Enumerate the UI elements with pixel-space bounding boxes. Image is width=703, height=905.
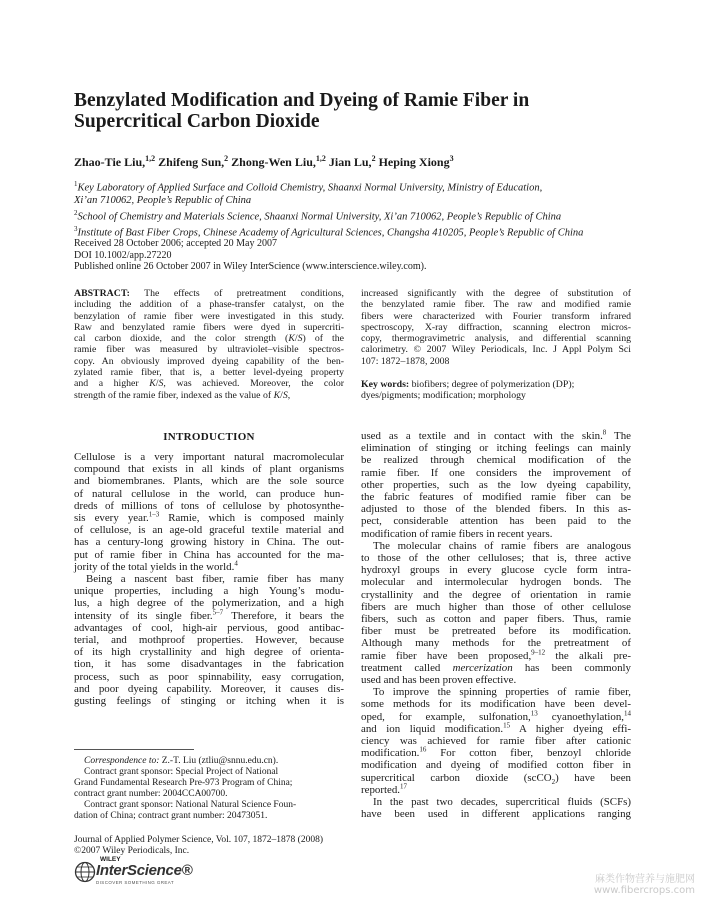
abstract-left (74, 288, 344, 401)
abstract-line: ramie fiber was measured by ultraviolet–visible spectros- (74, 344, 344, 356)
abstract-line: including the addition of a phase-transfer catalyst, on the (74, 299, 344, 311)
abstract-line: fibers were characterized with Fourier transform infrared (361, 310, 631, 322)
journal-info: Journal of Applied Polymer Science, Vol. 107, 1872–1878 (2008) ©2007 Wiley Periodicals, Inc. (74, 835, 323, 856)
body-line: molecular and intermolecular hydrogen bonds. The (361, 576, 631, 589)
body-line: pect, considerable attention has been paid to the (361, 515, 631, 528)
body-line: reported.$^{17}$ (361, 782, 408, 796)
logo-tagline: DISCOVER SOMETHING GREAT (96, 880, 175, 885)
body-line: ciency was achieved for ramie fiber after cationic (361, 735, 631, 748)
body-line: compound that exists in all kinds of plant organisms (74, 463, 344, 476)
body-line: jority of the total yields in the world.$^4$ (74, 559, 238, 573)
body-column-right (361, 430, 631, 821)
body-column-left (74, 451, 344, 707)
body-line: fibers, such as cotton and paper fibers. Thus, ramie (361, 613, 631, 626)
abstract-line: the benzylated ramie fiber. The raw and modified ramie (361, 299, 631, 311)
abstract-line: copy, thermogravimetric analysis, and differential scanning (361, 333, 631, 345)
logo-name: InterScience® (96, 862, 193, 879)
abstract-line: strength of the ramie fiber, indexed as the value of K/S, (74, 389, 291, 401)
footnote-divider (74, 749, 194, 750)
body-line: and biomembranes. Plants, which are the sole source (74, 475, 344, 488)
body-line: crystallinity and the degree of orientation in ramie (361, 588, 631, 601)
affiliation-line: $^3$Institute of Bast Fiber Crops, Chinese Academy of Agricultural Sciences, Changsha 410205, People’s Republic of China (74, 225, 584, 239)
body-line: used and has been proven effective. (361, 674, 517, 687)
body-line: fibers are much higher than those of other cellulose (361, 600, 631, 613)
body-line: In the past two decades, supercritical fluids (SCFs) (373, 796, 631, 809)
body-line: lus, a high degree of the polymerization, and a high (74, 597, 344, 610)
abstract-line: cal carbon dioxide, and the color strength (K/S) of the (74, 333, 345, 345)
body-line: adjusted to those of the blended fibers. In this as- (361, 503, 631, 516)
body-line: The molecular chains of ramie fibers are analogous (373, 539, 631, 552)
published-date: Published online 26 October 2007 in Wiley InterScience (www.interscience.wiley.com). (74, 261, 427, 272)
body-line: elimination of stinging or itching feelings can mainly (361, 442, 631, 455)
body-line: other properties, such as the low dyeing capability, (361, 478, 631, 491)
body-line: have been used in different applications ranging (361, 808, 631, 821)
abstract-line: benzylation of ramie fiber were investigated in this study. (74, 310, 344, 322)
body-line: some methods for its modification have been devel- (361, 698, 631, 711)
article-history (74, 238, 426, 273)
body-line: process, such as poor spinnability, easy corrugation, (74, 670, 344, 683)
abstract-line: calorimetry. © 2007 Wiley Periodicals, Inc. J Appl Polym Sci (361, 344, 631, 356)
body-line: gusting feelings of stinging or itching when it is (74, 695, 344, 708)
author-name: Zhifeng Sun,$^2$ (155, 154, 229, 169)
author-name: Jian Lu,$^2$ (325, 154, 376, 169)
received-date: Received 28 October 2006; accepted 20 May 2007 (74, 238, 277, 249)
keywords (361, 379, 631, 402)
site-watermark: 麻类作物营养与施肥网 www.fibercrops.com (593, 874, 695, 896)
keywords-line: dyes/pigments; modification; morphology (361, 390, 526, 402)
body-line: to those of the other celluloses; that is, three active (361, 552, 631, 565)
footnote-line: Correspondence to: Z.-T. Liu (ztliu@snnu.edu.cn). (84, 756, 279, 766)
body-line: dreds of millions of tons of cellulose by photosynthe- (74, 499, 344, 512)
globe-icon (74, 861, 96, 883)
footnotes (74, 756, 344, 822)
footnote-line: dation of China; contract grant number: 20473051. (74, 811, 268, 821)
doi: DOI 10.1002/app.27220 (74, 249, 172, 261)
body-line: sis every year.$^{1-3}$ Ramie, which is composed mainly (74, 510, 344, 525)
affiliation-line: $^2$School of Chemistry and Materials Science, Shaanxi Normal University, Xi’an 710062, People’s Republic of China (74, 208, 562, 222)
body-line: and ion liquid modification.$^{15}$ A higher dyeing effi- (361, 721, 631, 735)
body-line: intensity of its single fiber.$^{5-7}$ Therefore, it bears the (74, 608, 344, 622)
footnote-line: Grand Fundamental Research Pre-973 Program of China; (74, 778, 293, 788)
body-line: fiber must be pretreated before its modification. (361, 625, 631, 638)
body-line: modification of ramie fibers in recent years. (361, 527, 553, 540)
section-heading-introduction: INTRODUCTION (163, 431, 255, 443)
body-line: ramie fiber. If one considers the improvement of (361, 466, 631, 479)
footnote-line: contract grant number: 2004CCA00700. (74, 789, 228, 799)
body-line: treatment called mercerization has been commonly (361, 661, 631, 674)
footnote-line: Contract grant sponsor: National Natural Science Foun- (84, 800, 297, 810)
body-line: advantages of cool, high-air pervious, good antibac- (74, 621, 344, 634)
body-line: supercritical carbon dioxide (scCO$_2$) have been (361, 771, 631, 786)
body-line: modification.$^{16}$ For cotton fiber, benzoyl chloride (361, 745, 631, 760)
body-line: tion, it has some disadvantages in the fabrication (74, 658, 344, 671)
body-line: be realized through chemical modification of the (361, 454, 631, 467)
abstract-line: copy. An obviously improved dyeing capability of the ben- (74, 355, 344, 367)
affiliation-line: Xi’an 710062, People’s Republic of China (74, 194, 252, 206)
paper-title: Benzylated Modification and Dyeing of Ramie Fiber in Supercritical Carbon Dioxide (74, 90, 530, 132)
body-line: hydroxyl groups in every glucose cycle form intra- (361, 564, 631, 577)
author-name: Zhao-Tie Liu,$^{1,2}$ (74, 154, 156, 169)
abstract-right (361, 288, 631, 367)
author-name: Zhong-Wen Liu,$^{1,2}$ (228, 154, 326, 169)
body-line: oped, for example, sulfonation,$^{13}$ cyanoethylation,$^{14}$ (361, 709, 631, 723)
body-line: unique properties, including a high Young’s modu- (74, 585, 344, 598)
body-line: used as a textile and in contact with the skin.$^8$ The (361, 428, 631, 442)
abstract-line: 107: 1872–1878, 2008 (361, 355, 450, 367)
logo-wiley: WILEY (100, 856, 121, 863)
body-line: put of ramie fiber in China has accounted for the ma- (74, 548, 344, 561)
body-line: ramie fiber have been proposed,$^{9-12}$ the alkali pre- (361, 648, 631, 662)
body-line: of cellulose, is an age-old graceful textile material and (74, 524, 344, 537)
keywords-line: Key words: biofibers; degree of polymerization (DP); (361, 379, 575, 390)
abstract-line: zylated ramie fiber, that is, a better level-dyeing property (74, 367, 344, 379)
body-line: has a century-long growing history in China. The out- (74, 536, 344, 549)
body-line: To improve the spinning properties of ramie fiber, (373, 686, 631, 699)
abstract-line: and a higher K/S, was achieved. Moreover, the color (74, 378, 344, 390)
abstract-line: Raw and benzylated ramie fibers were dyed in supercriti- (74, 321, 344, 333)
author-name: Heping Xiong$^3$ (375, 154, 454, 169)
footnote-line: Contract grant sponsor: Special Project of National (84, 767, 279, 777)
abstract-line: spectroscopy, X-ray diffraction, scanning electron micros- (361, 321, 631, 333)
abstract-line: ABSTRACT: The effects of pretreatment conditions, (74, 288, 344, 299)
interscience-logo (74, 856, 204, 890)
body-line: and poor dyeing capability. Moreover, it causes dis- (74, 682, 344, 695)
body-line: of its high crystallinity and high degree of orienta- (74, 646, 344, 659)
body-line: of natural cellulose in the world, can produce hun- (74, 487, 344, 500)
body-line: the fabric features of modified ramie fiber can be (361, 491, 631, 504)
body-line: modification and dyeing of modified cotton fiber in (361, 759, 631, 772)
body-line: terial, and mothproof properties. However, because (74, 634, 344, 647)
body-line: Although many methods for the pretreatment of (361, 637, 631, 650)
author-list (74, 154, 454, 170)
abstract-line: increased significantly with the degree of substitution of (361, 288, 631, 299)
body-line: Cellulose is a very important natural macromolecular (74, 451, 344, 463)
affiliations (74, 178, 644, 240)
affiliation-line: $^1$Key Laboratory of Applied Surface and Colloid Chemistry, Shaanxi Normal University, Ministry of Education, (74, 180, 543, 194)
body-line: Being a nascent bast fiber, ramie fiber has many (86, 573, 344, 586)
